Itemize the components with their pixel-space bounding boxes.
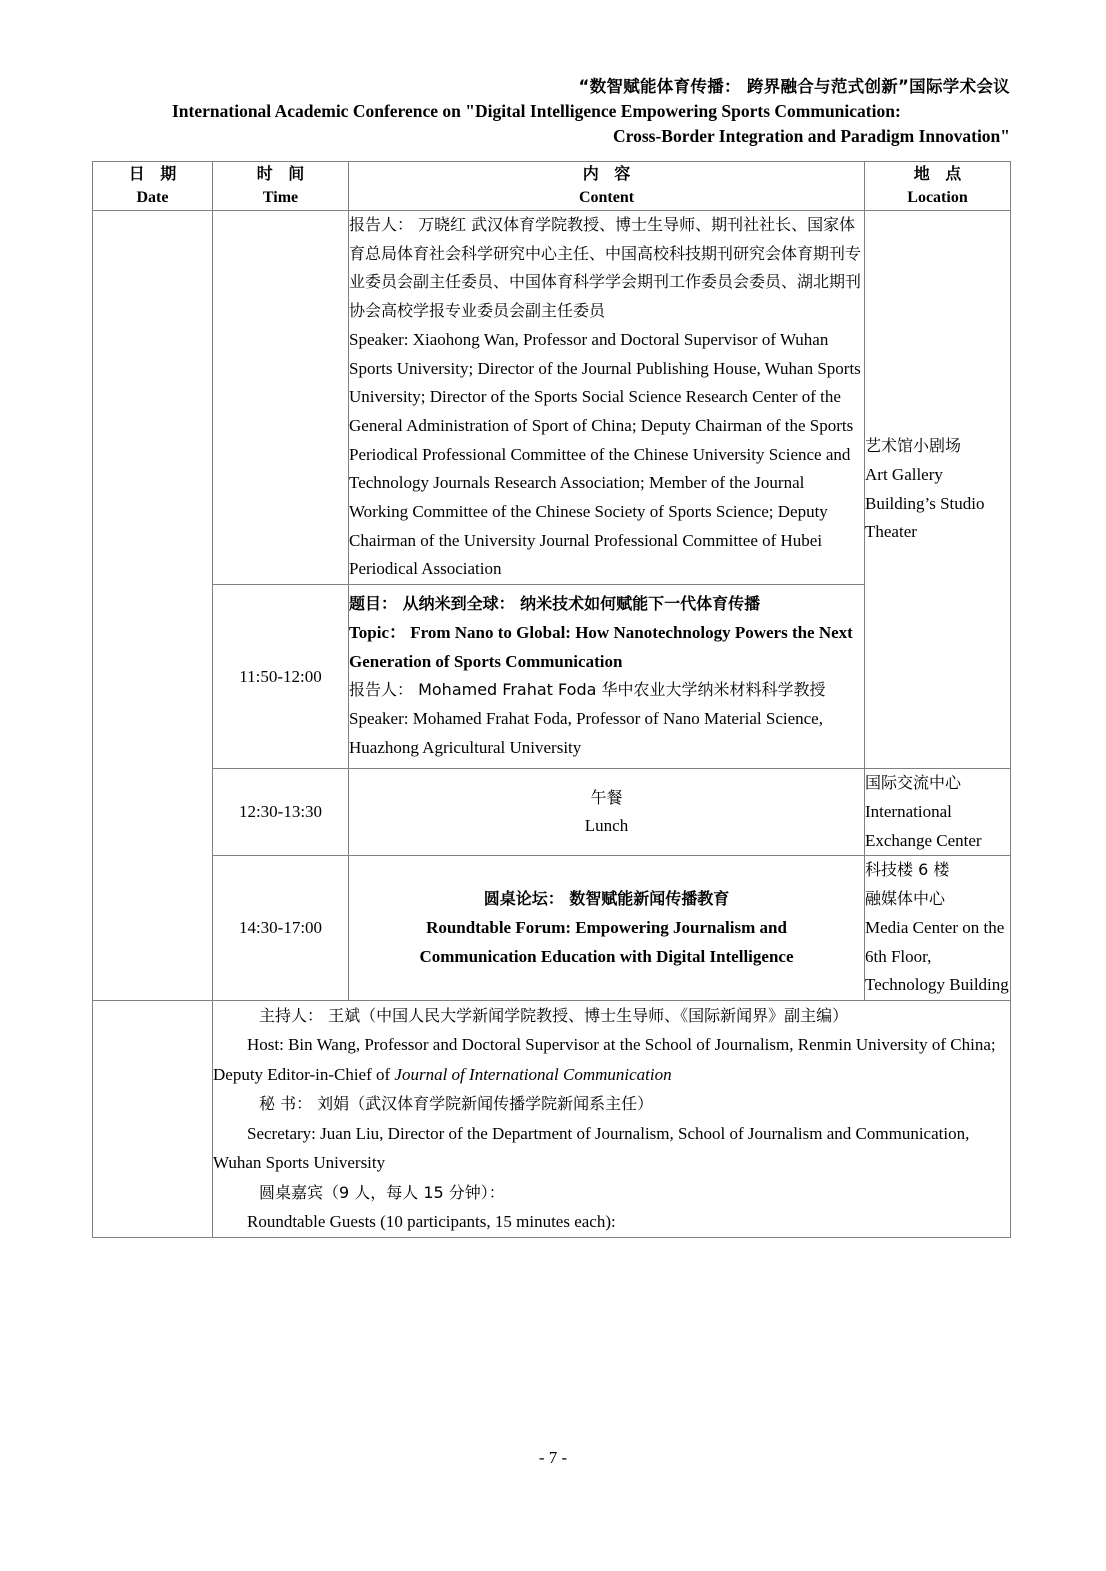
- secretary-english-text: Secretary: Juan Liu, Director of the Department of Journalism, School of Journalism and Communication, Wuhan Sports University: [213, 1123, 970, 1173]
- column-header-date: [93, 162, 213, 211]
- content-cell-row2: [349, 585, 865, 769]
- time-cell-row3: 12:30-13:30: [213, 769, 349, 856]
- host-english-text: Host: Bin Wang, Professor and Doctoral Supervisor at the School of Journalism, Renmin University of China; Deputy Editor-in-Chief of: [213, 1035, 996, 1084]
- content-cell-row1: [349, 211, 865, 585]
- schedule-table: [92, 161, 1011, 1238]
- location-english: Media Center on the 6th Floor, Technology Building: [865, 917, 1009, 995]
- nano-speaker-english: Speaker: Mohamed Frahat Foda, Professor of Nano Material Science, Huazhong Agricultural University: [349, 708, 823, 757]
- table-row: [93, 769, 1011, 856]
- topic-english: Topic： From Nano to Global: How Nanotechnology Powers the Next Generation of Sports Communication: [349, 622, 853, 671]
- location-chinese: 艺术馆小剧场: [865, 436, 962, 456]
- host-english: [213, 1030, 1010, 1089]
- time-cell-row1: [213, 211, 349, 585]
- secretary-english: [213, 1119, 1010, 1178]
- location-english: International Exchange Center: [865, 802, 982, 850]
- column-header-time-cn: 时 间: [256, 164, 310, 183]
- location-cell-exchange-center: [865, 769, 1011, 856]
- running-head: [92, 74, 1010, 149]
- guests-english-indent: [213, 1212, 247, 1231]
- column-header-date-en: Date: [136, 189, 169, 206]
- time-cell-row2: 11:50-12:00: [213, 585, 349, 769]
- table-row: [93, 211, 1011, 585]
- conference-title-english-line1: International Academic Conference on "Digital Intelligence Empowering Sports Communication:: [172, 101, 901, 121]
- column-header-location-cn: 地 点: [913, 164, 967, 183]
- topic-chinese: 题目： 从纳米到全球： 纳米技术如何赋能下一代体育传播: [349, 594, 761, 614]
- speaker-bio-chinese: 报告人： 万晓红 武汉体育学院教授、博士生导师、期刊社社长、国家体育总局体育社会科学研究中心主任、中国高校科技期刊研究会体育期刊专业委员会副主任委员、中国体育科学学会期刊工作委员会委员、湖北期刊协会高校学报专业委员会副主任委员: [349, 215, 862, 321]
- location-chinese-line2: 融媒体中心: [865, 889, 946, 909]
- column-header-time: [213, 162, 349, 211]
- location-chinese-line1: 科技楼 6 楼: [865, 860, 950, 880]
- guests-english-text: Roundtable Guests (10 participants, 15 minutes each):: [247, 1212, 616, 1232]
- date-cell-spacer: [93, 1000, 213, 1237]
- roundtable-title-chinese: 圆桌论坛： 数智赋能新闻传播教育: [483, 889, 730, 909]
- content-cell-lunch: [349, 769, 865, 856]
- speaker-bio-english: Speaker: Xiaohong Wan, Professor and Doctoral Supervisor of Wuhan Sports University; Director of the Journal Publishing House, Wuhan Sports University; Director of the Sports Social Science Research Center of the General Administration of Sport of China; Deputy Chairman of the Sports Periodical Professional Committee of the Chinese University Science and Technology Journals Research Association; Member of the Journal Working Committee of the Chinese Society of Sports Science; Deputy Chairman of the University Journal Professional Committee of Hubei Periodical Association: [349, 329, 861, 579]
- secretary-chinese: 秘 书： 刘娟（武汉体育学院新闻传播学院新闻系主任）: [259, 1094, 654, 1114]
- roundtable-notes-cell: [213, 1000, 1011, 1237]
- conference-title-english-line2: Cross-Border Integration and Paradigm Innovation": [612, 126, 1010, 146]
- roundtable-title-english-line1: Roundtable Forum: Empowering Journalism and: [426, 917, 787, 937]
- date-cell: [93, 211, 213, 1001]
- host-english-indent: [213, 1035, 247, 1054]
- page-number: - 7 -: [538, 1448, 568, 1467]
- location-english: Art Gallery Building’s Studio Theater: [865, 464, 985, 542]
- lunch-chinese: 午餐: [590, 787, 623, 807]
- column-header-time-en: Time: [262, 189, 299, 206]
- nano-speaker-chinese: 报告人： Mohamed Frahat Foda 华中农业大学纳米材料科学教授: [349, 680, 826, 700]
- lunch-english: Lunch: [584, 816, 629, 836]
- column-header-location-en: Location: [907, 189, 968, 206]
- column-header-content: [349, 162, 865, 211]
- content-cell-roundtable: [349, 856, 865, 1001]
- location-cell-art-gallery: [865, 211, 1011, 769]
- table-row: [93, 856, 1011, 1001]
- conference-title-chinese: “数智赋能体育传播： 跨界融合与范式创新”国际学术会议: [578, 77, 1010, 96]
- time-cell-row4: 14:30-17:00: [213, 856, 349, 1001]
- column-header-date-cn: 日 期: [128, 164, 182, 183]
- host-chinese: 主持人： 王斌（中国人民大学新闻学院教授、博士生导师、《国际新闻界》副主编）: [259, 1005, 849, 1025]
- location-chinese: 国际交流中心: [865, 773, 962, 793]
- table-row: [93, 1000, 1011, 1237]
- secretary-english-indent: [213, 1124, 247, 1143]
- column-header-content-en: Content: [578, 189, 635, 206]
- column-header-location: [865, 162, 1011, 211]
- roundtable-title-english-line2: Communication Education with Digital Intelligence: [419, 946, 794, 966]
- location-cell-media-center: [865, 856, 1011, 1001]
- guests-chinese: 圆桌嘉宾（9 人，每人 15 分钟）：: [259, 1182, 505, 1202]
- table-header-row: [93, 162, 1011, 211]
- guests-english: [213, 1207, 1010, 1237]
- journal-title-italic: Journal of International Communication: [394, 1064, 672, 1084]
- column-header-content-cn: 内 容: [582, 164, 636, 183]
